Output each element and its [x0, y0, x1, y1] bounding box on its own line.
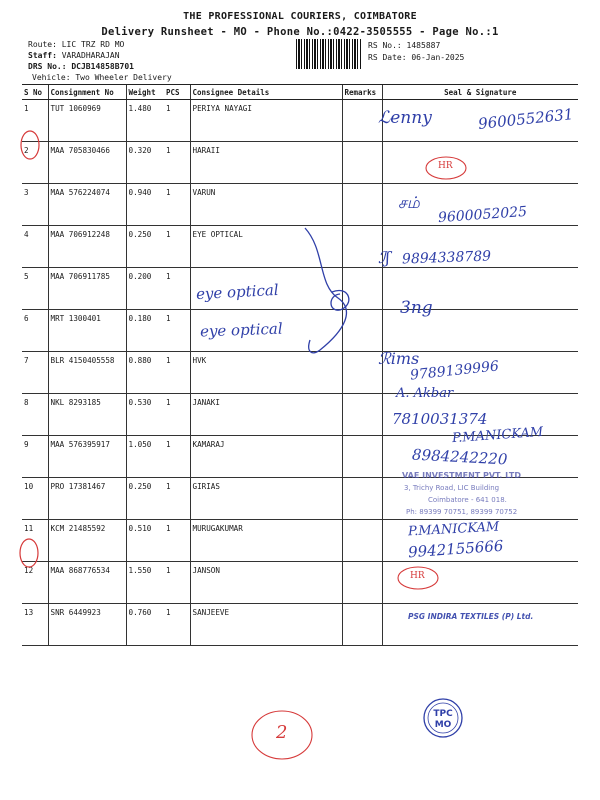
col-header-remarks: Remarks	[342, 85, 382, 100]
vehicle-value: Two Wheeler Delivery	[75, 73, 172, 82]
cell-consignment: MAA 868776534	[48, 562, 126, 604]
company-title: THE PROFESSIONAL COURIERS, COIMBATORE	[183, 11, 417, 22]
cell-sno: 10	[22, 478, 48, 520]
col-header-consignment: Consignment No	[48, 85, 126, 100]
cell-pcs: 1	[164, 142, 190, 184]
cell-weight: 1.050	[126, 436, 164, 478]
red-circle-row12	[20, 539, 38, 567]
cell-pcs: 1	[164, 520, 190, 562]
cell-weight: 0.320	[126, 142, 164, 184]
rs-date-label: RS Date:	[368, 53, 407, 62]
cell-consignee: JANSON	[190, 562, 342, 604]
phone-row11: 9942155666	[407, 536, 504, 562]
signature-row6: 3ng	[400, 298, 433, 318]
phone-row1: 9600552631	[477, 105, 575, 133]
name-row11: P.MANICKAM	[407, 519, 500, 540]
cell-consignment: TUT 1060969	[48, 100, 126, 142]
cell-weight: 0.940	[126, 184, 164, 226]
cell-consignee: KAMARAJ	[190, 436, 342, 478]
cell-consignment: BLR 4150405558	[48, 352, 126, 394]
cell-sno: 3	[22, 184, 48, 226]
cell-weight: 1.550	[126, 562, 164, 604]
col-header-sno: S No	[22, 85, 48, 100]
cell-consignee: JANAKI	[190, 394, 342, 436]
cell-sno: 2	[22, 142, 48, 184]
note-row5: eye optical	[195, 280, 280, 304]
cell-consignment: SNR 6449923	[48, 604, 126, 646]
cell-consignee: PERIYA NAYAGI	[190, 100, 342, 142]
investment-stamp-line3: Coimbatore - 641 018.	[428, 496, 507, 504]
cell-consignee: HARAII	[190, 142, 342, 184]
cell-weight: 0.250	[126, 478, 164, 520]
phone-row8: 7810031374	[392, 410, 488, 428]
col-header-pcs: PCS	[164, 85, 190, 100]
cell-consignee: MURUGAKUMAR	[190, 520, 342, 562]
cell-consignment: MRT 1300401	[48, 310, 126, 352]
col-header-weight: Weight	[126, 85, 164, 100]
cell-pcs: 1	[164, 394, 190, 436]
runsheet-subtitle: Delivery Runsheet - MO - Phone No.:0422-3505555 - Page No.:1	[101, 26, 499, 38]
cell-sno: 9	[22, 436, 48, 478]
cell-pcs: 1	[164, 268, 190, 310]
cell-weight: 0.880	[126, 352, 164, 394]
col-header-consignee: Consignee Details	[190, 85, 342, 100]
cell-sno: 7	[22, 352, 48, 394]
phone-row5: 9894338789	[401, 248, 492, 268]
tpc-stamp-top: TPC	[433, 709, 453, 719]
textiles-stamp: PSG INDIRA TEXTILES (P) Ltd.	[408, 612, 534, 621]
cell-sno: 5	[22, 268, 48, 310]
cell-consignment: MAA 576395917	[48, 436, 126, 478]
bottom-circle-number: 2	[276, 722, 288, 743]
name-row8: A. Akbar	[396, 386, 454, 401]
cell-consignee: GIRIAS	[190, 478, 342, 520]
cell-weight: 0.510	[126, 520, 164, 562]
cell-consignee: HVK	[190, 352, 342, 394]
signature-row7: ℛims	[378, 349, 420, 368]
staff-label: Staff:	[28, 51, 57, 60]
cell-pcs: 1	[164, 226, 190, 268]
cell-pcs: 1	[164, 604, 190, 646]
col-header-signature: Seal & Signature	[382, 85, 578, 100]
cell-consignment: MAA 706911785	[48, 268, 126, 310]
cell-consignment: MAA 576224074	[48, 184, 126, 226]
cell-sno: 4	[22, 226, 48, 268]
drs-label: DRS No.:	[28, 62, 67, 71]
signature-row1: ℒenny	[378, 108, 432, 128]
signature-row5: ℐʃ	[378, 248, 390, 267]
cell-sno: 1	[22, 100, 48, 142]
staff-value: VARADHARAJAN	[61, 51, 120, 60]
rs-date-value: 06-Jan-2025	[411, 53, 465, 62]
cell-weight: 0.200	[126, 268, 164, 310]
investment-stamp-line4: Ph: 89399 70751, 89399 70752	[406, 508, 518, 516]
phone-row9: 8984242220	[411, 445, 508, 469]
cell-pcs: 1	[164, 352, 190, 394]
route-value: LIC TRZ RD MO	[61, 40, 125, 49]
red-circle-row2	[21, 131, 39, 159]
cell-consignee: VARUN	[190, 184, 342, 226]
rs-no-label: RS No.:	[368, 41, 402, 50]
route-label: Route:	[28, 40, 57, 49]
investment-stamp-line1: VAE INVESTMENT PVT. LTD	[402, 471, 521, 480]
signature-row3: சம்	[398, 193, 420, 212]
cell-consignment: NKL 8293185	[48, 394, 126, 436]
cell-weight: 1.480	[126, 100, 164, 142]
cell-consignee: EYE OPTICAL	[190, 226, 342, 268]
cell-consignment: KCM 21485592	[48, 520, 126, 562]
cell-consignment: MAA 706912248	[48, 226, 126, 268]
phone-row7: 9789139996	[409, 358, 500, 384]
cell-sno: 8	[22, 394, 48, 436]
cell-weight: 0.530	[126, 394, 164, 436]
cell-pcs: 1	[164, 310, 190, 352]
vehicle-label: Vehicle:	[32, 73, 71, 82]
hr-mark-row12: HR	[410, 571, 425, 581]
cell-sno: 6	[22, 310, 48, 352]
cell-weight: 0.180	[126, 310, 164, 352]
note-row6: eye optical	[199, 319, 283, 341]
cell-pcs: 1	[164, 562, 190, 604]
cell-pcs: 1	[164, 100, 190, 142]
investment-stamp-line2: 3, Trichy Road, LIC Building	[404, 484, 500, 492]
cell-pcs: 1	[164, 184, 190, 226]
cell-sno: 11	[22, 520, 48, 562]
cell-weight: 0.760	[126, 604, 164, 646]
cell-consignment: MAA 705830466	[48, 142, 126, 184]
name-row9: P.MANICKAM	[451, 424, 544, 447]
cell-sno: 13	[22, 604, 48, 646]
cell-pcs: 1	[164, 436, 190, 478]
cell-consignee: SANJEEVE	[190, 604, 342, 646]
rs-no-value: 1485887	[406, 41, 441, 50]
cell-consignment: PRO 17381467	[48, 478, 126, 520]
tpc-stamp-bottom: MO	[434, 720, 452, 730]
cell-sno: 12	[22, 562, 48, 604]
phone-row3: 9600052025	[437, 203, 528, 227]
hr-mark-row2: HR	[438, 161, 453, 171]
cell-pcs: 1	[164, 478, 190, 520]
cell-weight: 0.250	[126, 226, 164, 268]
drs-value: DCJB14858B701	[71, 62, 134, 71]
